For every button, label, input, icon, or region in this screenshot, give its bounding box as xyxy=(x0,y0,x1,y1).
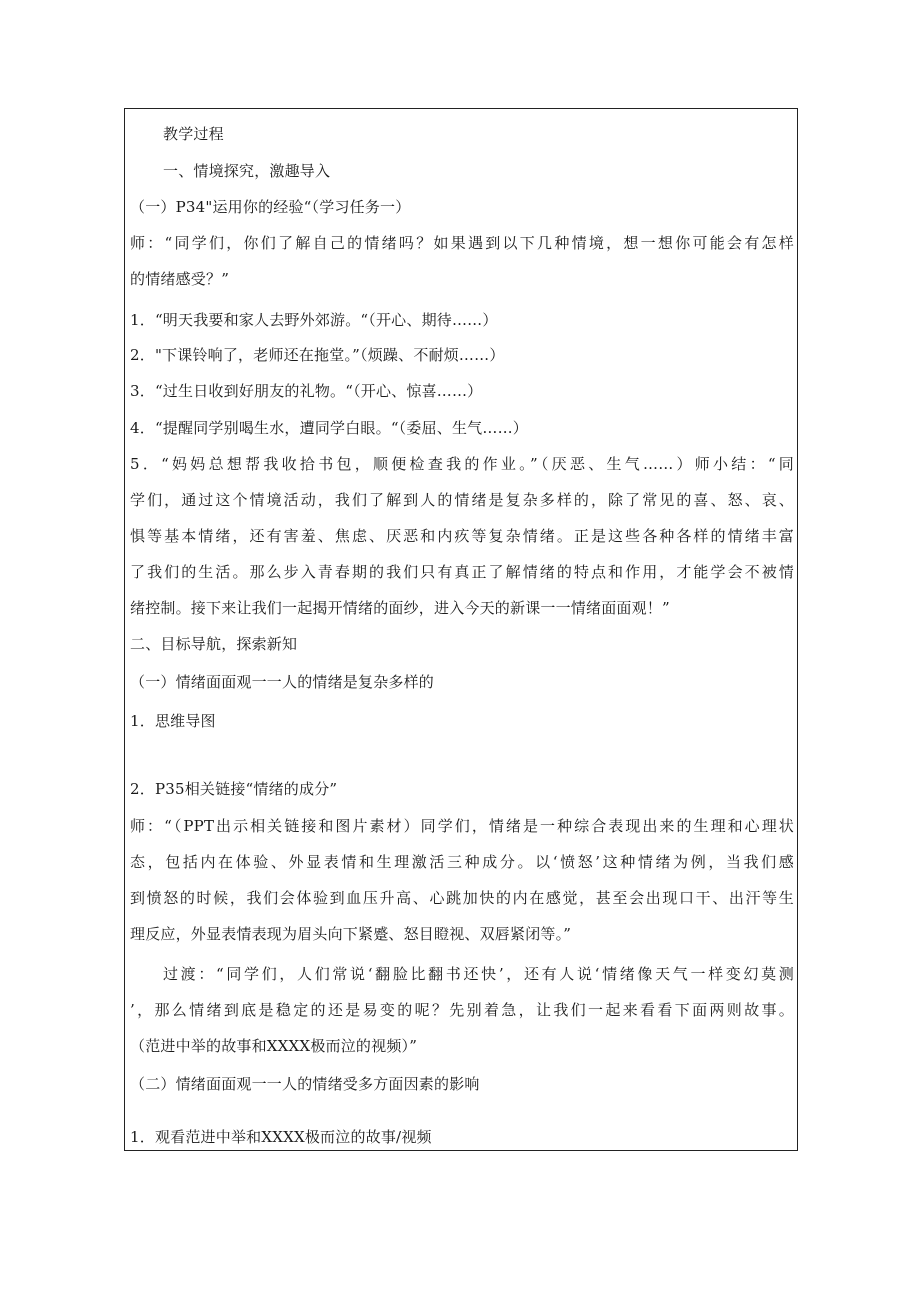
paragraph-line: 了我们的生活。那么步入青春期的我们只有真正了解情绪的特点和作用，才能学会不被情 xyxy=(130,563,794,581)
heading-part-two: 二、目标导航，探索新知 xyxy=(130,635,298,653)
paragraph-line: 理反应，外显表情表现为眉头向下紧蹙、怒目瞪视、双唇紧闭等。” xyxy=(130,925,572,943)
list-item-4: 4．“提醒同学别喝生水，遭同学白眼。“（委屈、生气……） xyxy=(130,419,528,437)
paragraph-line: 师：“（PPT出示相关链接和图片素材）同学们，情绪是一种综合表现出来的生理和心理状 xyxy=(130,817,794,835)
section-heading-teaching-process: 教学过程 xyxy=(163,125,224,143)
list-item-3: 3．“过生日收到好朋友的礼物。“（开心、惊喜……） xyxy=(130,382,483,400)
list-item-mind-map: 1．思维导图 xyxy=(130,712,216,730)
paragraph-line: 学们，通过这个情境活动，我们了解到人的情绪是复杂多样的，除了常见的喜、怒、哀、 xyxy=(130,491,794,509)
list-item-2: 2．"下课铃响了，老师还在拖堂。”（烦躁、不耐烦……） xyxy=(130,346,505,364)
paragraph-line: 的情绪感受？” xyxy=(130,270,230,288)
transition-paragraph: 过渡：“同学们，人们常说‘翻脸比翻书还快’，还有人说‘情绪像天气一样变幻莫测 xyxy=(163,965,794,983)
list-item-1: 1．“明天我要和家人去野外郊游。“（开心、期待……） xyxy=(130,311,498,329)
list-item-related-link: 2．P35相关链接“情绪的成分” xyxy=(130,780,338,798)
heading-part-one: 一、情境探究，激趣导入 xyxy=(163,162,331,180)
paragraph-line: 到愤怒的时候，我们会体验到血压升高、心跳加快的内在感觉，甚至会出现口干、出汗等生 xyxy=(130,889,794,907)
list-item-5: 5．“妈妈总想帮我收拾书包，顺便检查我的作业。”（厌恶、生气……）师小结：“同 xyxy=(130,455,794,473)
paragraph-line: （范进中举的故事和XXXX极而泣的视频）” xyxy=(130,1037,418,1055)
task-one-heading: （一）P34"运用你的经验“（学习任务一） xyxy=(130,198,411,216)
paragraph-line: 态，包括内在体验、外显表情和生理激活三种成分。以‘愤怒’这种情绪为例，当我们感 xyxy=(130,853,794,871)
paragraph-line: 惧等基本情绪，还有害羞、焦虑、厌恶和内疚等复杂情绪。正是这些各种各样的情绪丰富 xyxy=(130,527,794,545)
list-item-watch-story: 1．观看范进中举和XXXX极而泣的故事/视频 xyxy=(130,1128,432,1146)
lesson-table-frame xyxy=(124,108,798,1151)
subheading-one: （一）情绪面面观一一人的情绪是复杂多样的 xyxy=(130,673,435,691)
paragraph-line: 师：“同学们，你们了解自己的情绪吗？如果遇到以下几种情境，想一想你可能会有怎样 xyxy=(130,234,794,252)
subheading-two: （二）情绪面面观一一人的情绪受多方面因素的影响 xyxy=(130,1075,480,1093)
paragraph-line: 绪控制。接下来让我们一起揭开情绪的面纱，进入今天的新课一一情绪面面观！” xyxy=(130,599,670,617)
paragraph-line: ’，那么情绪到底是稳定的还是易变的呢？先别着急，让我们一起来看看下面两则故事。 xyxy=(130,1001,794,1019)
